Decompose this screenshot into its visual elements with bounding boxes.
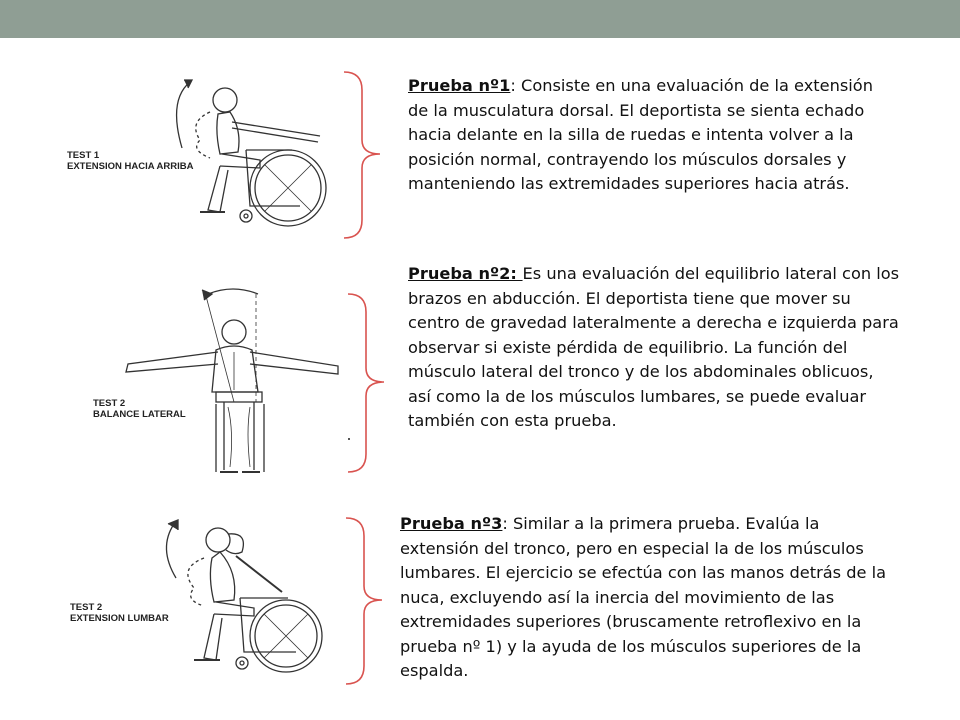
wheelchair-lumbar-extension-drawing <box>66 508 336 678</box>
test2-body: Es una evaluación del equilibrio lateral con los brazos en abducción. El deportista tiene que mover su centro de gravedad lateralmente a derecha e izquierda para observar si existe pérdida de equilibrio. La función del músculo lateral del tronco y de los abdominales oblicuos, así como la de los músculos lumbares, se puede evaluar también con esta prueba. <box>408 264 900 430</box>
test2-label-line2: BALANCE LATERAL <box>93 409 186 420</box>
test1-label-line2: EXTENSION HACIA ARRIBA <box>67 161 194 172</box>
test2-description <box>408 262 900 434</box>
test1-brace <box>342 70 382 242</box>
wheelchair-lateral-balance-drawing <box>88 282 358 482</box>
test3-description <box>400 512 900 684</box>
test3-body: : Similar a la primera prueba. Evalúa la extensión del tronco, pero en especial la de los músculos lumbares. El ejercicio se efectúa con las manos detrás de la nuca, excluyendo así la inercia del movimiento de las extremidades superiores (bruscamente retroflexivo en la prueba nº 1) y la ayuda de los músculos superiores de la espalda. <box>400 514 887 680</box>
test1-illustration <box>60 70 330 230</box>
test1-description <box>408 74 898 197</box>
test3-illustration <box>66 508 336 678</box>
test2-label-line1: TEST 2 <box>93 398 126 409</box>
header-bar <box>0 0 960 38</box>
test1-label-line1: TEST 1 <box>67 150 100 161</box>
test3-label <box>70 602 169 624</box>
test1-label <box>67 150 194 172</box>
test3-brace <box>344 516 384 688</box>
test3-label-line2: EXTENSION LUMBAR <box>70 613 169 624</box>
test2-label <box>93 398 186 420</box>
test2-title: Prueba nº2: <box>408 264 523 283</box>
test1-title: Prueba nº1 <box>408 76 511 95</box>
test3-title: Prueba nº3 <box>400 514 503 533</box>
test1-body: : Consiste en una evaluación de la extensión de la musculatura dorsal. El deportista se sienta echado hacia delante en la silla de ruedas e intenta volver a la posición normal, contrayendo los músculos dorsales y manteniendo las extremidades superiores hacia atrás. <box>408 76 873 193</box>
test2-brace <box>346 292 386 474</box>
test3-label-line1: TEST 2 <box>70 602 103 613</box>
test2-illustration <box>88 282 358 482</box>
